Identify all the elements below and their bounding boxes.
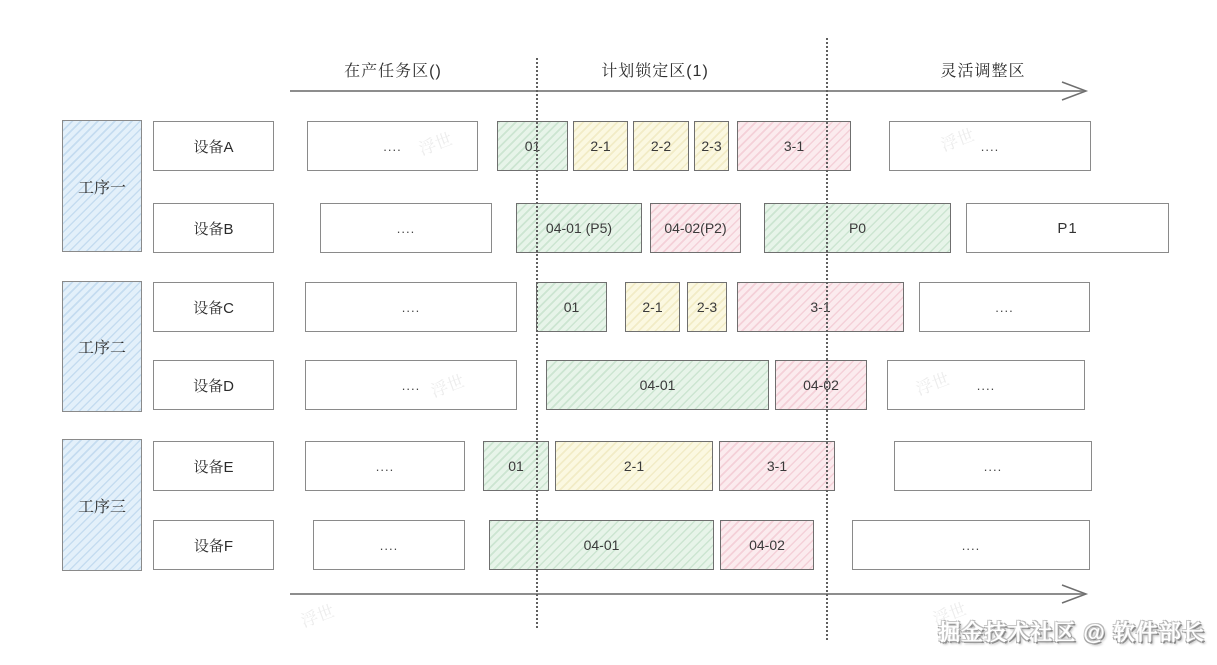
task-box (305, 360, 517, 410)
device-box-c (153, 282, 274, 332)
task-box (313, 520, 465, 570)
task-box (719, 441, 835, 491)
device-box-a (153, 121, 274, 171)
task-box (573, 121, 628, 171)
task-label: 01 (508, 458, 524, 474)
timeline-arrow-bottom-icon (284, 582, 1098, 606)
task-label: 04-01 (583, 537, 620, 553)
task-box (887, 360, 1085, 410)
process-group-2 (62, 281, 142, 412)
task-label: .... (983, 458, 1003, 474)
device-label: 设备A (193, 138, 234, 156)
task-box (489, 520, 714, 570)
task-box (720, 520, 814, 570)
zone-label-plan-locked: 计划锁定区(1) (601, 63, 709, 80)
zone-divider-line-1 (536, 58, 538, 628)
faint-watermark: 浮世 (298, 601, 337, 632)
device-label: 设备D (193, 377, 234, 395)
faint-watermark: 浮世 (930, 599, 969, 630)
task-label: 2-3 (696, 299, 718, 315)
task-label: 2-1 (642, 299, 663, 315)
task-box (919, 282, 1090, 332)
task-label: 3-1 (783, 138, 805, 154)
task-label: .... (995, 299, 1014, 315)
task-label: 2-1 (590, 138, 611, 154)
task-label: .... (980, 138, 1000, 154)
task-box (633, 121, 689, 171)
process-group-1 (62, 120, 142, 252)
zone-divider-line-2 (826, 38, 828, 640)
device-box-d (153, 360, 274, 410)
task-label: .... (396, 220, 416, 236)
process-group-3 (62, 439, 142, 571)
zone-label-in-production: 在产任务区() (344, 63, 442, 80)
task-label: .... (383, 138, 402, 154)
process-label: 工序二 (77, 340, 126, 357)
task-box (536, 282, 607, 332)
task-box (894, 441, 1092, 491)
task-box (694, 121, 729, 171)
task-label: 01 (524, 138, 541, 154)
task-box (305, 441, 465, 491)
process-label: 工序三 (77, 498, 126, 516)
device-label: 设备E (193, 458, 234, 476)
task-box (307, 121, 478, 171)
task-box (737, 282, 904, 332)
task-box (555, 441, 713, 491)
device-label: 设备B (193, 220, 234, 238)
task-label: 2-1 (623, 458, 645, 474)
task-box (546, 360, 769, 410)
timeline-arrow-top-icon (284, 79, 1098, 103)
process-label: 工序一 (77, 179, 126, 197)
task-label: 04-01 (P5) (545, 220, 613, 236)
task-box (497, 121, 568, 171)
task-label: 04-02 (749, 537, 785, 553)
zone-label-flexible-adjust: 灵活调整区 (940, 63, 1026, 80)
task-label: 04-02(P2) (664, 220, 727, 236)
task-box (625, 282, 680, 332)
device-box-b (153, 203, 274, 253)
task-label: 2-2 (650, 138, 672, 154)
task-label: 2-3 (701, 138, 722, 154)
task-label: .... (401, 377, 421, 393)
device-box-e (153, 441, 274, 491)
task-box (320, 203, 492, 253)
task-box (852, 520, 1090, 570)
task-label: .... (379, 537, 399, 553)
device-label: 设备C (193, 299, 234, 317)
task-label: .... (375, 458, 395, 474)
task-label: .... (401, 299, 421, 315)
task-label: .... (961, 537, 981, 553)
task-box (483, 441, 549, 491)
task-box (687, 282, 727, 332)
device-label: 设备F (193, 537, 234, 555)
task-label: P0 (848, 220, 867, 236)
task-box (650, 203, 741, 253)
task-box (737, 121, 851, 171)
device-box-f (153, 520, 274, 570)
task-label: 3-1 (810, 299, 831, 315)
task-box (889, 121, 1091, 171)
task-box (764, 203, 951, 253)
task-box (966, 203, 1169, 253)
task-label: .... (976, 377, 996, 393)
task-label: 01 (563, 299, 580, 315)
task-label: 04-02 (803, 377, 839, 393)
task-box (775, 360, 867, 410)
task-box (305, 282, 517, 332)
task-label: 04-01 (639, 377, 676, 393)
task-box (516, 203, 642, 253)
task-label: P1 (1057, 219, 1078, 237)
brand-watermark: 掘金技术社区 @ 软件部长 (938, 620, 1205, 645)
task-label: 3-1 (766, 458, 788, 474)
